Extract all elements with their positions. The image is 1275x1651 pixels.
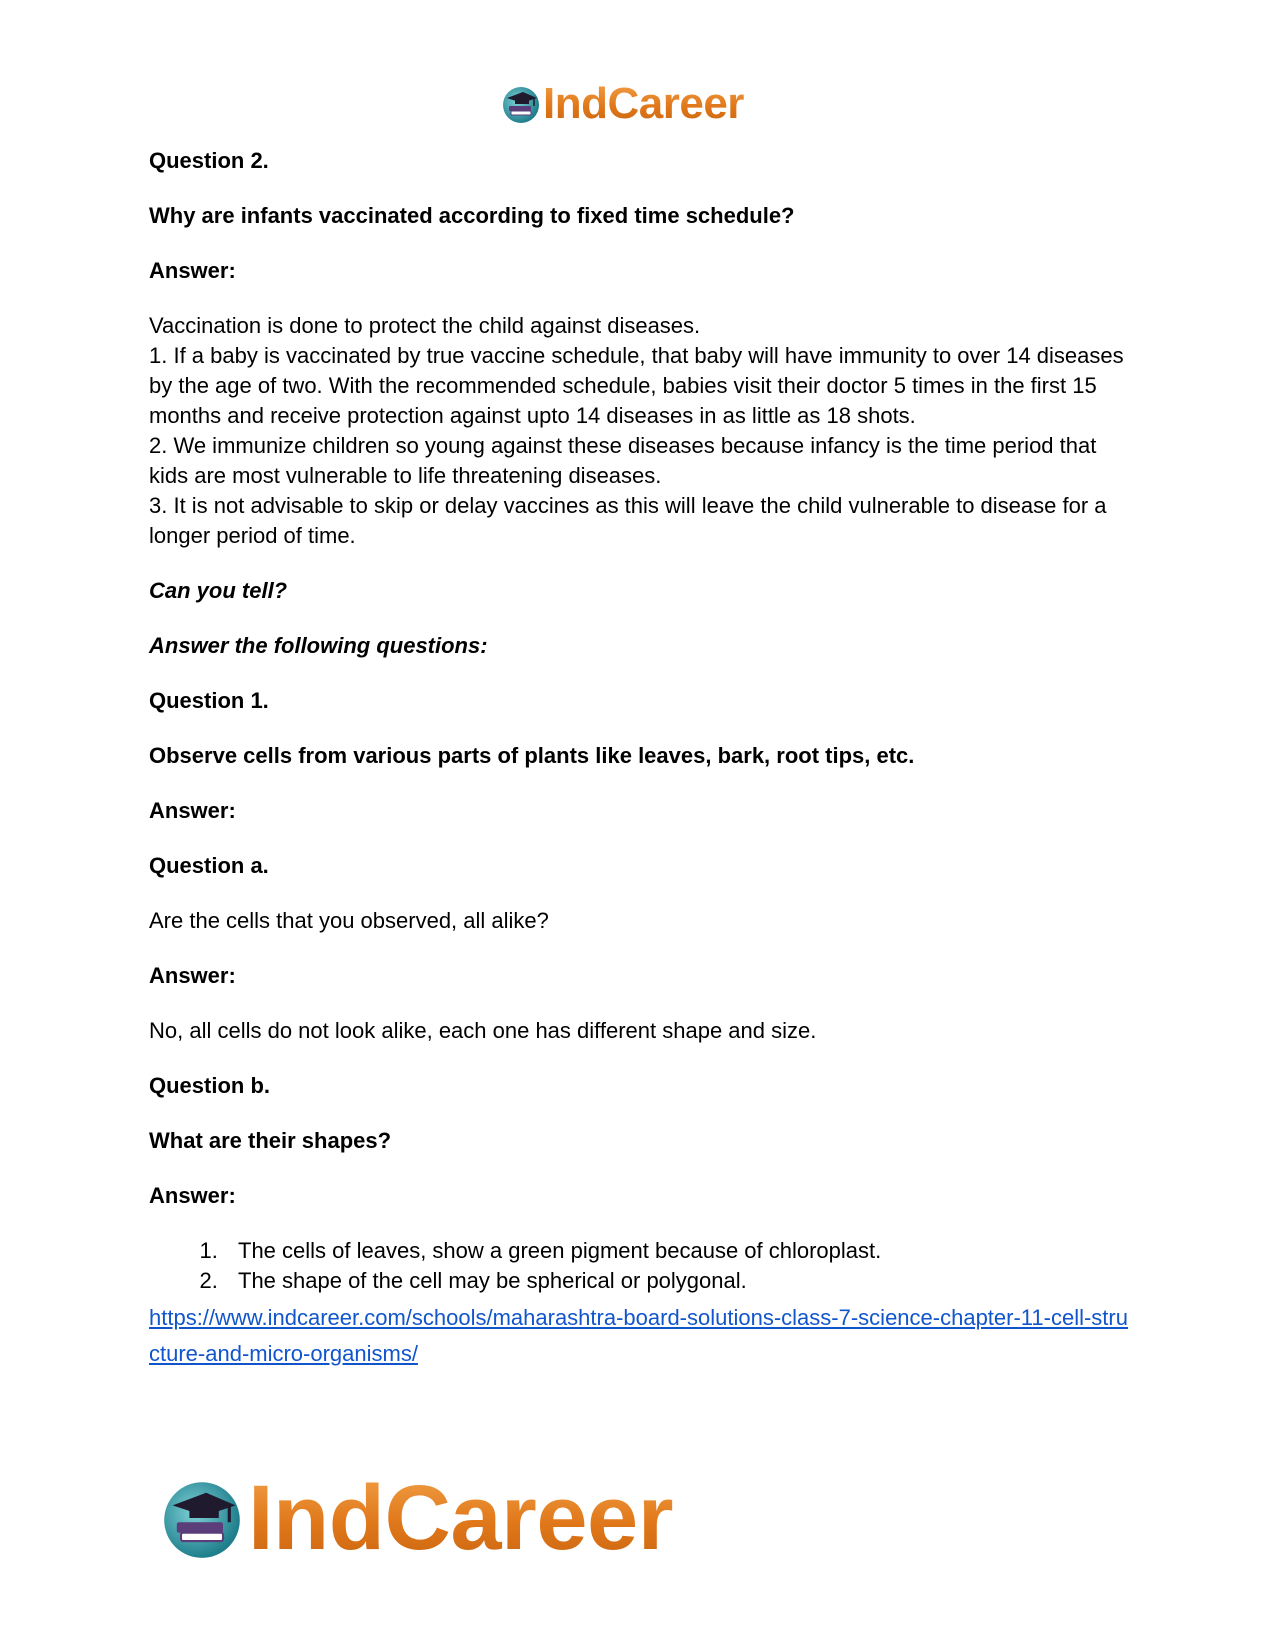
answer-label: Answer: [149, 798, 236, 823]
question-1-text: Observe cells from various parts of plants like leaves, bark, root tips, etc. [149, 743, 915, 768]
question-2-text: Why are infants vaccinated according to fixed time schedule? [149, 203, 795, 228]
question-2-title: Question 2. [149, 148, 269, 173]
indcareer-logo-top [501, 80, 744, 128]
indcareer-logo-bottom [160, 1468, 673, 1568]
question-2-intro: Vaccination is done to protect the child against diseases. [149, 313, 701, 338]
logo-wordmark: IndCareer [543, 79, 744, 128]
answer-label: Answer: [149, 258, 236, 283]
list-item: 1. The cells of leaves, show a green pigment because of chloroplast. [224, 1236, 1129, 1266]
answer-label: Answer: [149, 963, 236, 988]
question-a-answer: No, all cells do not look alike, each one has different shape and size. [149, 1018, 817, 1043]
can-you-tell-heading: Can you tell? [149, 578, 288, 603]
question-a-text: Are the cells that you observed, all alike? [149, 908, 549, 933]
question-1-title: Question 1. [149, 688, 269, 713]
source-link[interactable]: https://www.indcareer.com/schools/maharashtra-board-solutions-class-7-science-chapter-11-cell-structure-and-micro-organisms/ [149, 1305, 1128, 1366]
question-b-text: What are their shapes? [149, 1128, 392, 1153]
answer-label: Answer: [149, 1183, 236, 1208]
globe-graduation-cap-books-icon [501, 84, 541, 124]
question-2-point-2: 2. We immunize children so young against these diseases because infancy is the time period that kids are most vulnerable to life threatening diseases. [149, 433, 1097, 488]
list-item: 2. The shape of the cell may be spherical or polygonal. [224, 1266, 1129, 1296]
question-a-title: Question a. [149, 853, 269, 878]
document-body [149, 146, 1129, 1372]
question-2-point-1: 1. If a baby is vaccinated by true vaccine schedule, that baby will have immunity to over 14 diseases by the age of two. With the recommended schedule, babies visit their doctor 5 times in the first 15 months and receive protection against upto 14 diseases in as little as 18 shots. [149, 343, 1124, 428]
logo-wordmark: IndCareer [248, 1467, 673, 1569]
globe-graduation-cap-books-icon [160, 1476, 244, 1560]
answer-following-heading: Answer the following questions: [149, 633, 488, 658]
question-b-answer-list [149, 1236, 1129, 1296]
question-2-point-3: 3. It is not advisable to skip or delay vaccines as this will leave the child vulnerable to disease for a longer period of time. [149, 493, 1107, 548]
question-b-title: Question b. [149, 1073, 270, 1098]
